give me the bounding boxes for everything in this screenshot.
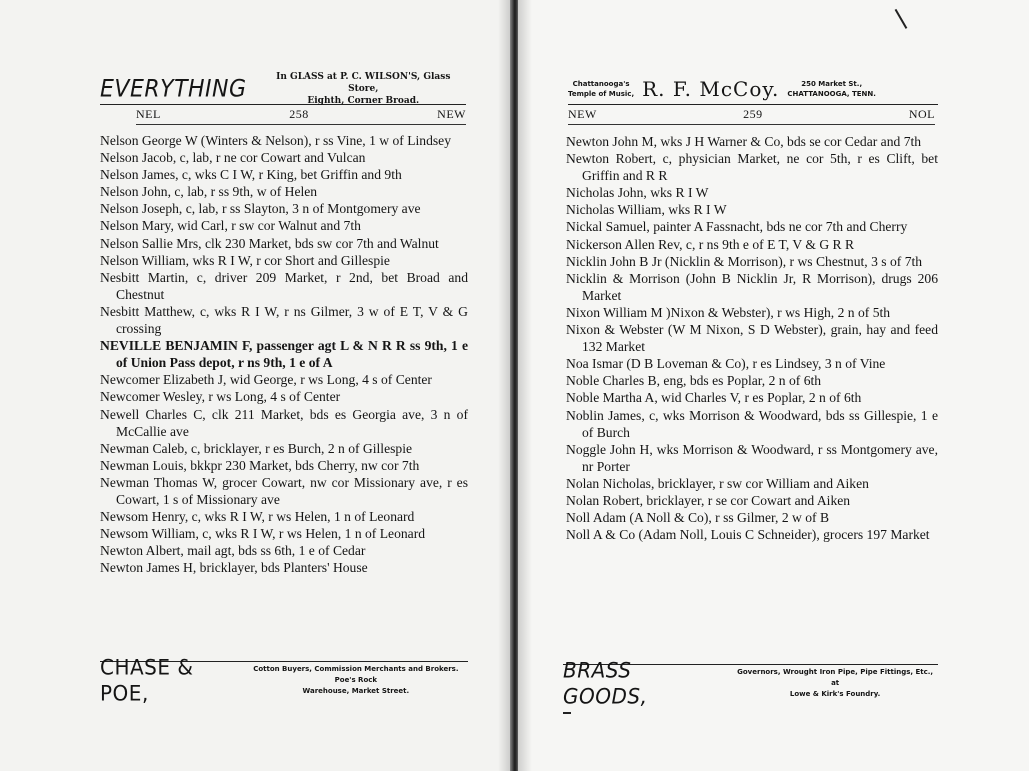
footer-ad-line-2: Lowe & Kirk's Foundry.	[789, 689, 881, 698]
running-head-left-keyword: NEL	[136, 107, 161, 121]
page-number: 259	[743, 107, 763, 121]
running-head-left-keyword: NEW	[568, 107, 597, 121]
header-ad-left-line-2: Temple of Music,	[568, 90, 635, 98]
ink-mark	[563, 712, 571, 714]
list-item: Nelson John, c, lab, r ss 9th, w of Helen	[100, 184, 318, 200]
list-item: Noa Ismar (D B Loveman & Co), r es Lindsey, 3 n of Vine	[566, 356, 886, 372]
header-ad-right-line-1: 250 Market St.,	[801, 80, 863, 88]
right-entry-list	[566, 133, 938, 543]
left-running-head	[136, 107, 466, 125]
footer-ad-line-1: Cotton Buyers, Commission Merchants and Brokers. Poe's Rock	[253, 664, 459, 684]
list-item: Nolan Nicholas, bricklayer, r sw cor William and Aiken	[566, 475, 869, 491]
list-item: Nicklin & Morrison (John B Nicklin Jr, R Morrison), drugs 206 Market	[566, 270, 938, 303]
list-item: Nelson William, wks R I W, r cor Short and Gillespie	[100, 252, 390, 268]
list-item: Newman Louis, bkkpr 230 Market, bds Cherry, nw cor 7th	[100, 457, 420, 473]
list-item: Noll A & Co (Adam Noll, Louis C Schneider), grocers 197 Market	[566, 527, 930, 543]
list-item: Nelson Joseph, c, lab, r ss Slayton, 3 n of Montgomery ave	[100, 201, 421, 217]
list-item: Newcomer Elizabeth J, wid George, r ws Long, 4 s of Center	[100, 372, 432, 388]
list-item: Newton James H, bricklayer, bds Planters' House	[100, 560, 368, 576]
list-item: Newell Charles C, clk 211 Market, bds es Georgia ave, 3 n of McCallie ave	[100, 406, 468, 439]
list-item: Nixon William M )Nixon & Webster), r ws High, 2 n of 5th	[566, 304, 891, 320]
footer-ad-line-1: Governors, Wrought Iron Pipe, Pipe Fittings, Etc., at	[737, 667, 934, 687]
list-item: Noblin James, c, wks Morrison & Woodward, bds ss Gillespie, 1 e of Burch	[566, 407, 938, 440]
list-item: Nelson James, c, wks C I W, r King, bet Griffin and 9th	[100, 167, 402, 183]
header-ad-line-1: In GLASS at P. C. WILSON'S, Glass Store,	[276, 72, 451, 94]
list-item: Newsom William, c, wks R I W, r ws Helen, 1 n of Leonard	[100, 526, 426, 542]
page-number: 258	[289, 107, 309, 121]
header-ad-left-text	[568, 79, 634, 99]
left-header-ad	[100, 74, 466, 105]
list-item: Nelson Sallie Mrs, clk 230 Market, bds sw cor 7th and Walnut	[100, 235, 439, 251]
right-header-ad	[568, 74, 938, 105]
list-item: Noble Martha A, wid Charles V, r es Poplar, 2 n of 6th	[566, 390, 862, 406]
list-item: Newcomer Wesley, r ws Long, 4 s of Center	[100, 389, 341, 405]
list-item-featured: NEVILLE BENJAMIN F, passenger agt L & N R R ss 9th, 1 e of Union Pass depot, r ns 9th, 1 e of A	[100, 338, 468, 371]
footer-ad-line-2: Warehouse, Market Street.	[302, 686, 410, 695]
list-item: Newsom Henry, c, wks R I W, r ws Helen, 1 n of Leonard	[100, 509, 415, 525]
list-item: Newton John M, wks J H Warner & Co, bds se cor Cedar and 7th	[566, 134, 922, 149]
pen-mark	[895, 9, 907, 29]
list-item: Newman Caleb, c, bricklayer, r es Burch, 2 n of Gillespie	[100, 440, 413, 456]
left-page	[0, 0, 512, 771]
header-ad-name: R. F. McCoy.	[642, 77, 780, 101]
list-item: Nicklin John B Jr (Nicklin & Morrison), r ws Chestnut, 3 s of 7th	[566, 253, 923, 269]
list-item: Nelson Mary, wid Carl, r sw cor Walnut and 7th	[100, 218, 361, 234]
list-item: Nesbitt Matthew, c, wks R I W, r ns Gilmer, 3 w of E T, V & G crossing	[100, 303, 468, 337]
list-item: Nolan Robert, bricklayer, r se cor Cowart and Aiken	[566, 492, 851, 508]
list-item: Nickerson Allen Rev, c, r ns 9th e of E T, V & G R R	[566, 236, 855, 252]
header-ad-text	[261, 71, 466, 107]
header-ad-right-line-2: CHATTANOOGA, TENN.	[787, 90, 876, 98]
footer-ad-big-word: BRASS GOODS,	[563, 657, 648, 709]
footer-ad-text	[732, 667, 938, 700]
list-item: Newton Albert, mail agt, bds ss 6th, 1 e of Cedar	[100, 543, 366, 559]
header-ad-line-2: Eighth, Corner Broad.	[307, 96, 420, 106]
list-item: Noll Adam (A Noll & Co), r ss Gilmer, 2 w of B	[566, 510, 830, 526]
list-item: Noggle John H, wks Morrison & Woodward, r ss Montgomery ave, nr Porter	[566, 441, 938, 474]
list-item: Newton Robert, c, physician Market, ne cor 5th, r es Clift, bet Griffin and R R	[566, 151, 938, 184]
running-head-right-keyword: NOL	[908, 107, 935, 121]
header-ad-right-text	[787, 79, 876, 99]
list-item: Nesbitt Martin, c, driver 209 Market, r 2nd, bet Broad and Chestnut	[100, 269, 468, 302]
list-item: Nickal Samuel, painter A Fassnacht, bds ne cor 7th and Cherry	[566, 219, 908, 235]
header-ad-big-word: EVERYTHING	[100, 75, 247, 103]
list-item: Nicholas William, wks R I W	[566, 202, 727, 218]
running-head-right-keyword: NEW	[437, 107, 466, 121]
list-item: Nicholas John, wks R I W	[566, 185, 709, 201]
right-footer-ad	[563, 657, 938, 709]
list-item: Nelson Jacob, c, lab, r ne cor Cowart and Vulcan	[100, 150, 366, 166]
list-item: Noble Charles B, eng, bds es Poplar, 2 n of 6th	[566, 373, 822, 389]
right-running-head	[568, 107, 935, 125]
left-entry-list	[100, 132, 468, 576]
footer-ad-text	[244, 664, 468, 697]
left-footer-ad	[100, 654, 468, 706]
list-item: Newman Thomas W, grocer Cowart, nw cor Missionary ave, r es Cowart, 1 s of Missionary ave	[100, 474, 468, 507]
list-item: Nixon & Webster (W M Nixon, S D Webster), grain, hay and feed 132 Market	[566, 322, 938, 355]
list-item: Nelson George W (Winters & Nelson), r ss Vine, 1 w of Lindsey	[100, 133, 452, 148]
footer-ad-big-word: CHASE & POE,	[100, 654, 194, 706]
right-page	[518, 0, 1029, 771]
header-ad-left-line-1: Chattanooga's	[572, 80, 630, 88]
